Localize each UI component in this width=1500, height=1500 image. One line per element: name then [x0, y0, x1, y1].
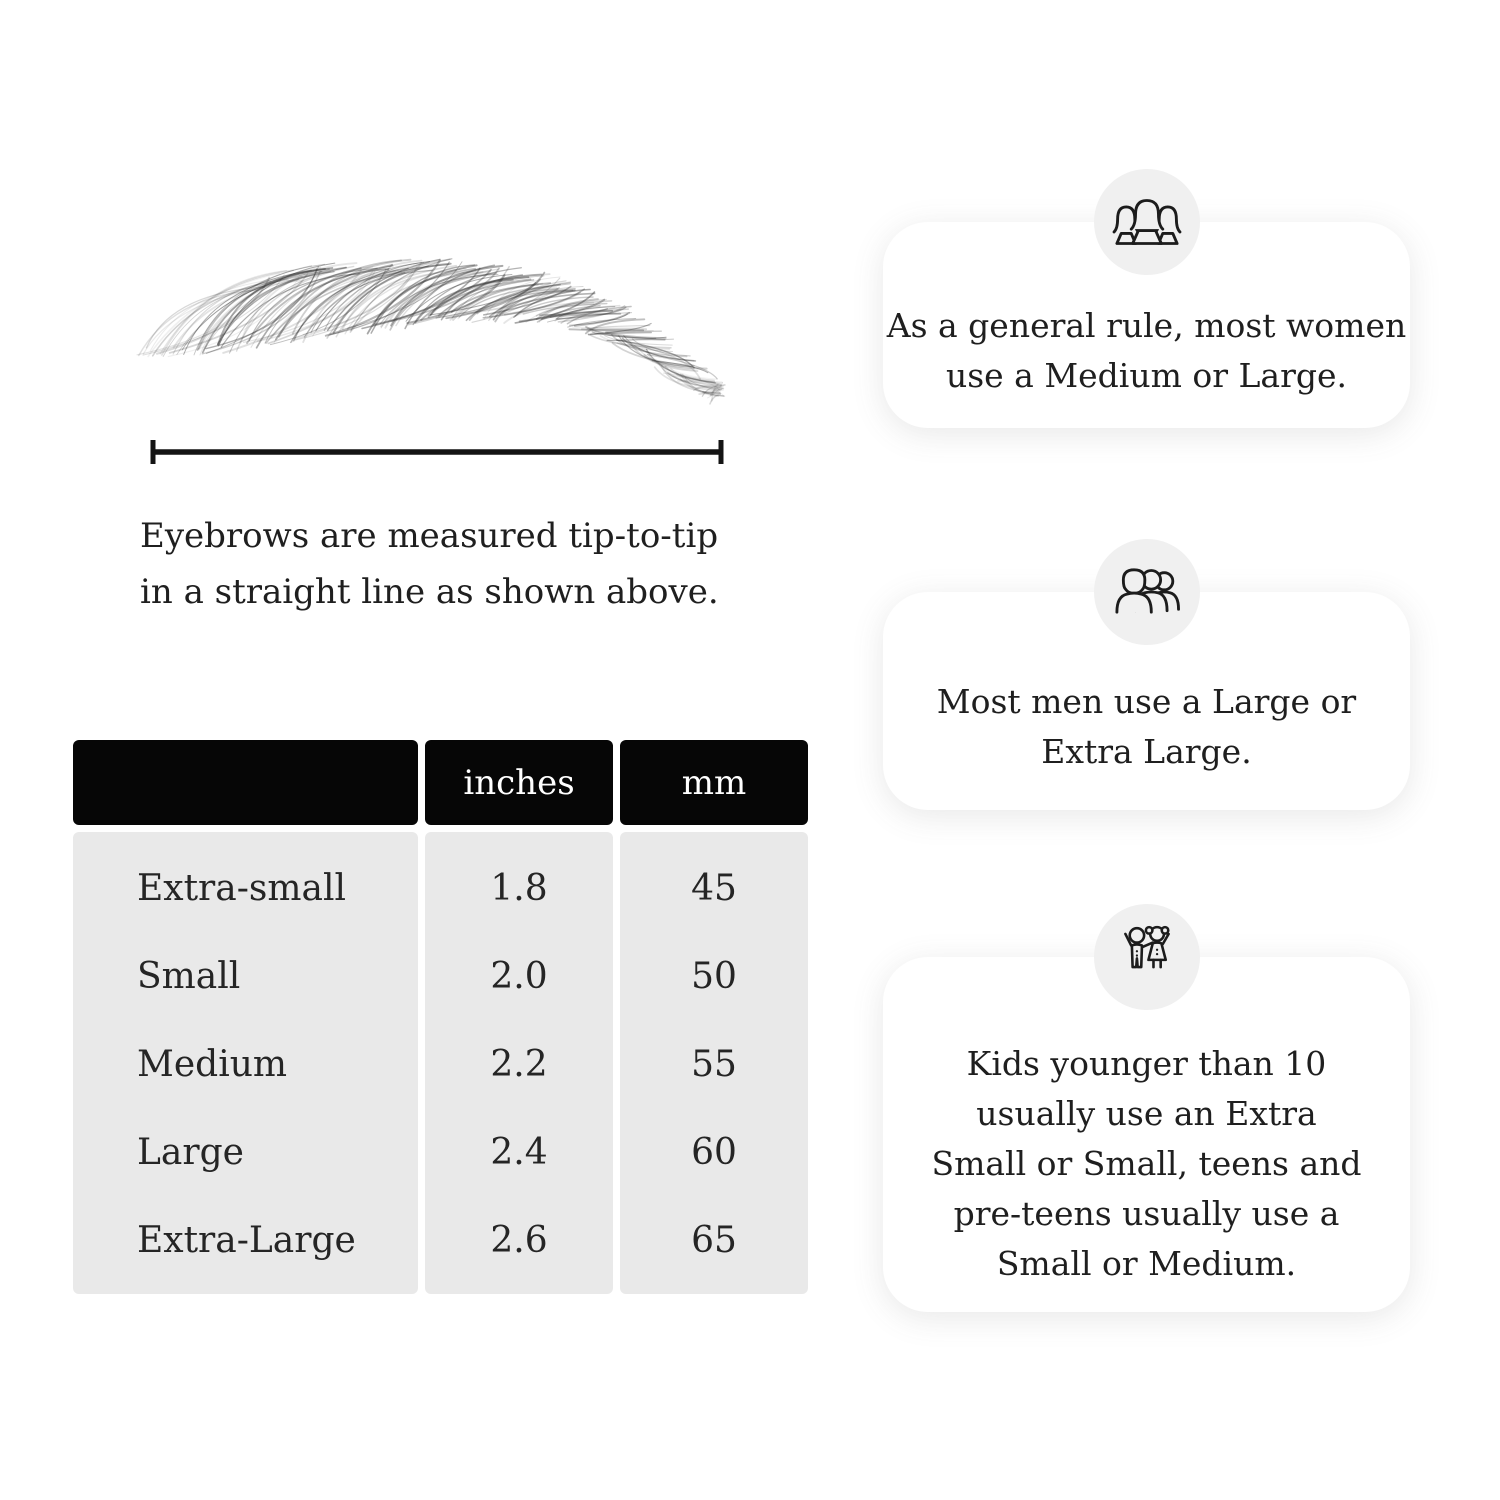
- card-kids-line-1: Kids younger than 10: [966, 1043, 1327, 1083]
- caption-line-1: Eyebrows are measured tip-to-tip: [140, 516, 719, 556]
- size-table-inches-body: [425, 832, 613, 1294]
- card-kids-line-4: pre-teens usually use a: [953, 1193, 1340, 1233]
- caption-line-2: in a straight line as shown above.: [140, 572, 719, 612]
- size-table-mm-body: [620, 832, 808, 1294]
- size-row-mm: 45: [691, 867, 737, 909]
- size-row-inches: 2.2: [490, 1043, 548, 1085]
- card-men-line-2: Extra Large.: [1041, 732, 1252, 771]
- card-women-line-1: As a general rule, most women: [886, 306, 1407, 345]
- size-row-label: Small: [137, 955, 241, 997]
- card-men-text: [937, 677, 1356, 777]
- card-kids-line-2: usually use an Extra: [976, 1093, 1317, 1133]
- size-table-label-body: [73, 832, 418, 1294]
- measurement-caption: [140, 508, 800, 620]
- measurement-line: [148, 436, 726, 468]
- card-kids-line-3: Small or Small, teens and: [931, 1143, 1362, 1183]
- card-kids-text: [931, 1039, 1361, 1289]
- card-kids-line-5: Small or Medium.: [996, 1243, 1297, 1283]
- size-table-label-column: [73, 740, 418, 1294]
- card-men-line-1: Most men use a Large or: [936, 682, 1357, 721]
- size-table-mm-column: [620, 740, 808, 1294]
- size-row-inches: 2.6: [490, 1219, 548, 1261]
- size-table-header-inches: inches: [425, 740, 613, 825]
- men-group-icon: [1094, 539, 1200, 645]
- kids-icon: [1094, 904, 1200, 1010]
- size-row-label: Medium: [137, 1043, 288, 1085]
- size-table-header-blank: [73, 740, 418, 825]
- women-group-icon: [1094, 169, 1200, 275]
- size-row-mm: 50: [691, 955, 737, 997]
- size-row-mm: 65: [691, 1219, 737, 1261]
- eyebrow-illustration: [122, 250, 737, 415]
- size-row-inches: 2.0: [490, 955, 548, 997]
- info-card-men: [883, 592, 1410, 810]
- size-table: [73, 740, 808, 1294]
- size-row-label: Extra-Large: [137, 1219, 356, 1261]
- card-women-text: [887, 301, 1406, 401]
- size-row-inches: 1.8: [490, 867, 548, 909]
- card-women-line-2: use a Medium or Large.: [945, 356, 1348, 395]
- info-card-women: [883, 222, 1410, 428]
- size-row-label: Large: [137, 1131, 244, 1173]
- size-row-label: Extra-small: [137, 867, 346, 909]
- eyebrow-sketch-svg: [122, 250, 737, 415]
- size-table-header-mm: mm: [620, 740, 808, 825]
- size-row-mm: 60: [691, 1131, 737, 1173]
- size-table-inches-column: [425, 740, 613, 1294]
- size-row-inches: 2.4: [490, 1131, 548, 1173]
- size-row-mm: 55: [691, 1043, 737, 1085]
- info-card-kids: [883, 957, 1410, 1312]
